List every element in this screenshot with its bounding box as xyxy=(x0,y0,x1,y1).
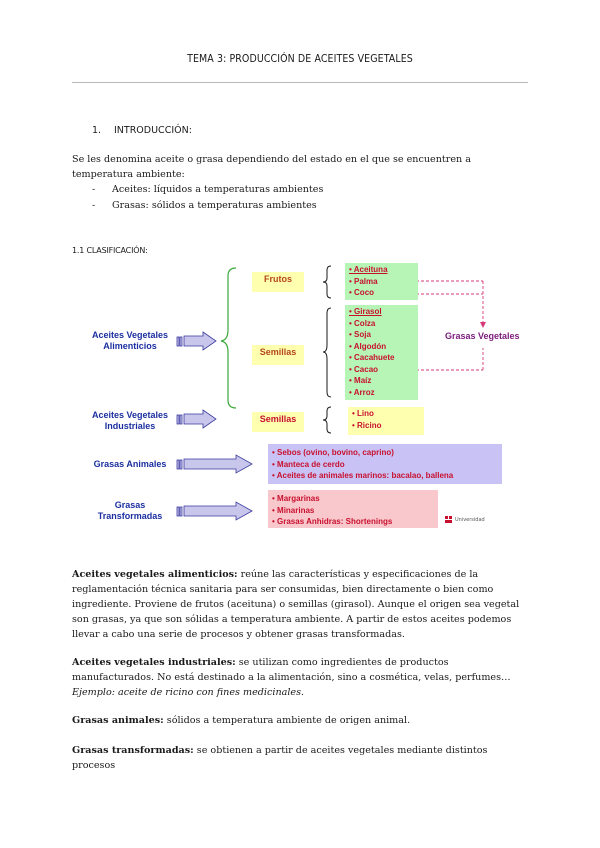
list-item: • Palma xyxy=(349,276,378,286)
list-item: • Grasas Anhidras: Shortenings xyxy=(272,517,393,526)
list-dash: - xyxy=(92,200,96,211)
subsection-heading: 1.1 CLASIFICACIÓN: xyxy=(72,246,148,255)
university-logo-text: Universidad xyxy=(455,517,485,523)
definition: reúne las características y especificaciones de la reglamentación técnica sanitaria para ser consumidas, bien directamente o bien como ingrediente. Proviene de frutos (aceituna) o semillas (girasol). Aunque el origen sea vegetal son grasas, ya que son sólidas a temperatura ambiente. A partir de estos aceites podemos llevar a cabo una serie de procesos y obtener grasas transformadas. xyxy=(72,569,520,640)
list-item: • Cacahuete xyxy=(349,353,395,362)
category-frutos: Frutos xyxy=(252,272,304,292)
term: Aceites vegetales alimenticios: xyxy=(72,569,238,580)
list-item: • Manteca de cerdo xyxy=(272,459,345,469)
animales-list xyxy=(268,444,502,484)
page-title: TEMA 3: PRODUCCIÓN DE ACEITES VEGETALES xyxy=(187,53,413,65)
dashed-arrowhead xyxy=(480,322,486,328)
definition: se obtienen a partir de aceites vegetales mediante distintos procesos xyxy=(72,745,488,771)
list-item: • Cacao xyxy=(349,364,379,374)
brace-industriales xyxy=(323,407,331,433)
list-item: • Aceituna xyxy=(349,265,388,274)
term: Grasas transformadas: xyxy=(72,745,194,756)
section-title: INTRODUCCIÓN: xyxy=(114,125,192,136)
list-item: • Sebos (ovino, bovino, caprino) xyxy=(272,448,394,457)
arrow-industriales xyxy=(177,410,216,428)
intro-paragraph: Se les denomina aceite o grasa dependiendo del estado en el que se encuentren a temperatura ambiente: xyxy=(72,154,471,180)
label-grasas-vegetales: Grasas Vegetales xyxy=(445,331,520,341)
list-item: • Lino xyxy=(352,409,374,418)
paragraph-animales xyxy=(72,713,528,728)
list-item: • Arroz xyxy=(349,387,375,397)
frutos-list xyxy=(345,263,418,300)
list-dash: - xyxy=(92,184,96,195)
list-item: • Soja xyxy=(349,330,371,339)
category-semillas-industriales: Semillas xyxy=(252,412,304,432)
brace-frutos xyxy=(323,266,331,298)
label-aceites-industriales: Aceites Vegetales Industriales xyxy=(91,410,169,431)
list-item: • Minarinas xyxy=(272,505,315,515)
section-number: 1. xyxy=(92,125,102,136)
list-item: • Margarinas xyxy=(272,494,320,503)
semillas-list xyxy=(345,305,418,400)
arrow-animales xyxy=(177,455,252,473)
paragraph-transformadas xyxy=(72,743,528,773)
label-grasas-animales: Grasas Animales xyxy=(93,459,167,469)
list-item: • Aceites de animales marinos: bacalao, ballena xyxy=(272,471,454,480)
definition: se utilizan como ingredientes de productos manufacturados. No está destinado a la alimentación, sino a cosmética, velas, perfumes… xyxy=(72,657,511,683)
term: Grasas animales: xyxy=(72,715,164,726)
label-grasas-transformadas: Grasas Transformadas xyxy=(97,500,163,521)
university-logo-icon xyxy=(445,516,452,523)
term: Aceites vegetales industriales: xyxy=(72,657,236,668)
list-item: • Maíz xyxy=(349,376,372,385)
brace-main xyxy=(221,268,236,408)
transformadas-list xyxy=(268,490,438,528)
list-item: • Algodón xyxy=(349,341,387,351)
example: Ejemplo: aceite de ricino con fines medicinales. xyxy=(72,687,305,698)
industriales-list xyxy=(348,407,424,435)
list-item: • Colza xyxy=(349,318,376,328)
list-item: • Ricino xyxy=(352,420,382,430)
definition: sólidos a temperatura ambiente de origen animal. xyxy=(163,715,411,726)
list-item: • Coco xyxy=(349,288,375,297)
arrow-transformadas xyxy=(177,502,252,520)
list-text: Aceites: líquidos a temperaturas ambientes xyxy=(112,184,324,195)
arrow-alimenticios xyxy=(177,332,216,350)
paragraph-alimenticios xyxy=(72,567,528,642)
category-semillas: Semillas xyxy=(252,345,304,365)
list-text: Grasas: sólidos a temperaturas ambientes xyxy=(112,200,317,211)
list-item: • Girasol xyxy=(349,307,382,316)
label-aceites-alimenticios: Aceites Vegetales Alimenticios xyxy=(91,330,169,351)
paragraph-industriales xyxy=(72,655,528,700)
brace-semillas xyxy=(323,308,331,397)
